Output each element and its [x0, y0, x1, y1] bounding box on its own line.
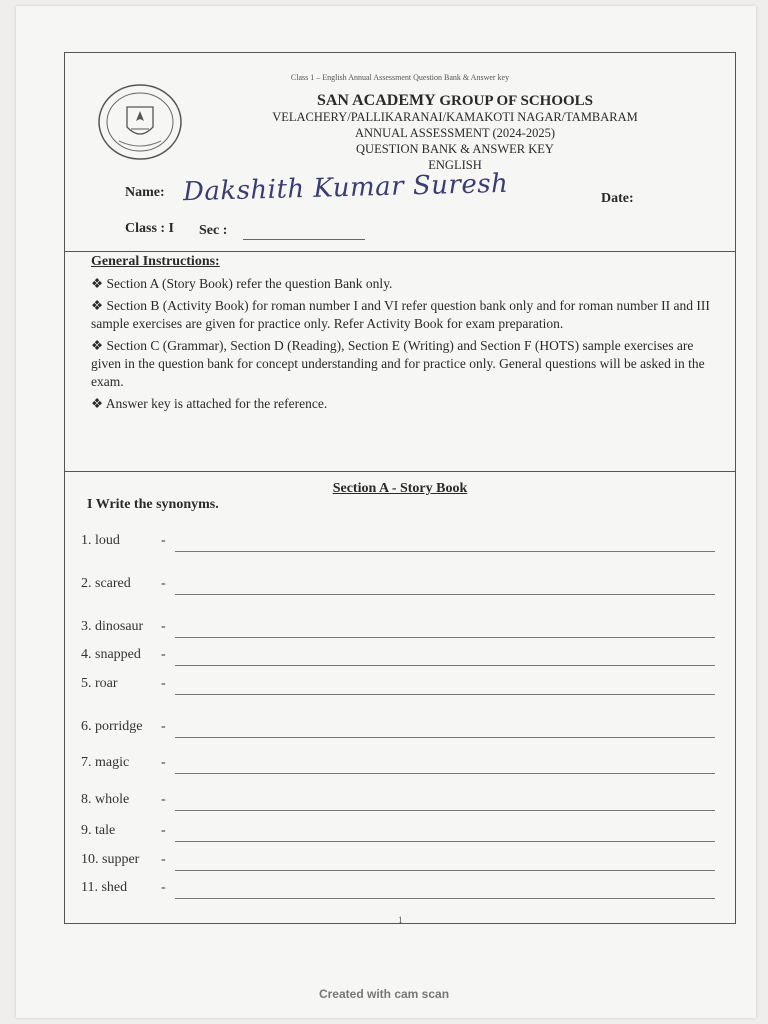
answer-line[interactable] — [175, 594, 715, 595]
list-item: 6. porridge - — [81, 719, 166, 734]
section-title: Section A - Story Book — [332, 481, 468, 496]
document-frame — [64, 52, 736, 924]
instruction-item: ❖ Section B (Activity Book) for roman number I and VI refer question bank only and for roman number II and III sample exercises are given for practice only. Refer Activity Book for exam preparation. — [91, 298, 710, 331]
school-group: GROUP OF SCHOOLS — [439, 93, 594, 109]
list-item: 10. supper - — [81, 852, 166, 867]
instruction-item: ❖ Section C (Grammar), Section D (Reading), Section E (Writing) and Section F (HOTS) sample exercises are given in the question bank for concept understanding and for practice only. General questions will be asked in the exam. — [91, 338, 705, 389]
document-type: QUESTION BANK & ANSWER KEY — [356, 142, 554, 156]
instruction-item: ❖ Answer key is attached for the reference. — [91, 396, 328, 411]
answer-line[interactable] — [175, 898, 715, 899]
list-item: 3. dinosaur - — [81, 619, 166, 634]
subject-name: ENGLISH — [428, 158, 482, 172]
answer-line[interactable] — [175, 551, 715, 552]
header-divider — [65, 251, 735, 252]
school-brand: SAN ACADEMY — [316, 92, 436, 109]
list-item: 7. magic - — [81, 755, 166, 770]
answer-line[interactable] — [175, 870, 715, 871]
list-item: 1. loud - — [81, 533, 166, 548]
student-name-handwritten: Dakshith Kumar Suresh — [182, 168, 509, 208]
school-logo-icon — [97, 83, 183, 161]
assessment-title: ANNUAL ASSESSMENT (2024-2025) — [354, 126, 555, 140]
answer-line[interactable] — [175, 810, 715, 811]
section-label: Sec : — [199, 223, 228, 238]
list-item: 2. scared - — [81, 576, 166, 591]
instructions-title: General Instructions: — [91, 254, 220, 269]
list-item: 5. roar - — [81, 676, 166, 691]
answer-line[interactable] — [175, 637, 715, 638]
date-label: Date: — [601, 191, 634, 206]
instructions-divider — [65, 471, 735, 472]
list-item: 8. whole - — [81, 792, 166, 807]
name-label: Name: — [125, 185, 165, 200]
list-item: 9. tale - — [81, 823, 166, 838]
top-note: Class 1 – English Annual Assessment Question Bank & Answer key — [290, 73, 510, 82]
general-instructions — [91, 253, 711, 417]
class-label: Class : I — [125, 221, 175, 236]
answer-line[interactable] — [175, 737, 715, 738]
answer-line[interactable] — [175, 841, 715, 842]
section-blank — [243, 239, 365, 240]
list-item: 11. shed - — [81, 880, 166, 895]
school-header — [195, 93, 715, 173]
answer-line[interactable] — [175, 773, 715, 774]
instruction-item: ❖ Section A (Story Book) refer the question Bank only. — [91, 276, 393, 291]
page-number: 1 — [398, 915, 403, 925]
school-branches: VELACHERY/PALLIKARANAI/KAMAKOTI NAGAR/TAMBARAM — [272, 110, 638, 124]
scan-watermark: Created with cam scan — [318, 987, 450, 1001]
answer-line[interactable] — [175, 694, 715, 695]
question-heading: I Write the synonyms. — [87, 497, 219, 512]
scanned-page — [16, 6, 756, 1018]
list-item: 4. snapped - — [81, 647, 166, 662]
answer-line[interactable] — [175, 665, 715, 666]
